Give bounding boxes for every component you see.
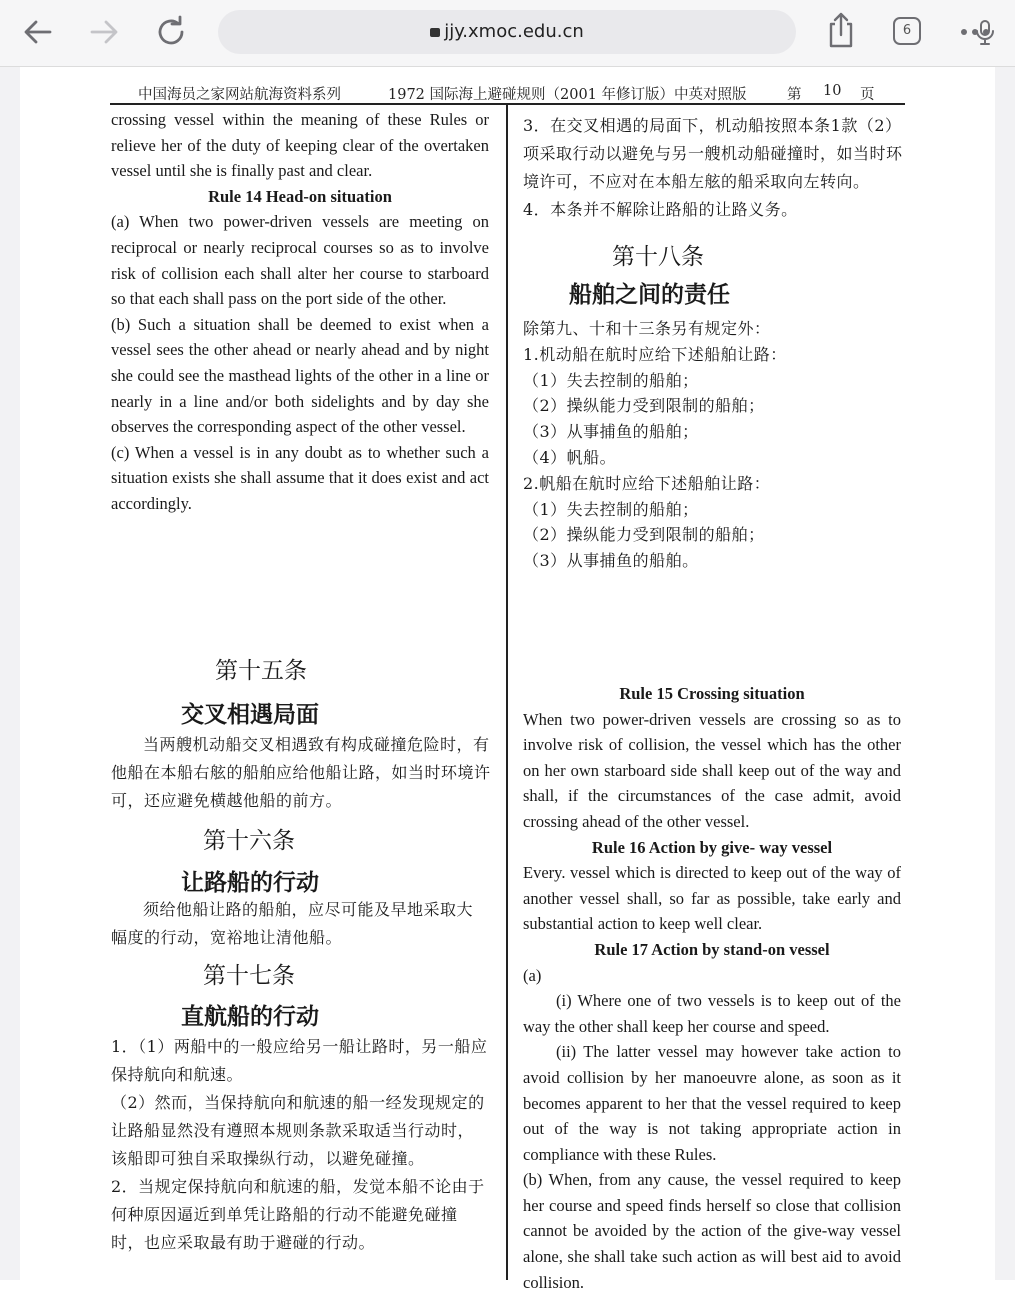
header-center: 1972 国际海上避碰规则（2001 年修订版）中英对照版 <box>388 87 747 103</box>
rule15-title: Rule 15 Crossing situation <box>619 684 805 703</box>
art18-2-item: （3）从事捕鱼的船舶。 <box>523 551 699 571</box>
rule16-title: Rule 16 Action by give- way vessel <box>591 837 833 857</box>
art18-1-item: （4）帆船。 <box>523 447 617 467</box>
art17-number: 第十七条 <box>203 963 295 989</box>
left-column <box>111 107 489 517</box>
rule14-title: Rule 14 Head-on situation <box>208 186 392 206</box>
back-arrow-icon <box>22 16 54 48</box>
art18-1-item: （2）操纵能力受到限制的船舶； <box>523 396 765 416</box>
back-button[interactable] <box>20 14 56 50</box>
art18-body <box>523 316 903 574</box>
more-menu-button[interactable] <box>957 14 993 50</box>
art15-number: 第十五条 <box>215 658 307 684</box>
art18-2-item: （2）操纵能力受到限制的船舶； <box>523 525 765 545</box>
column-divider <box>506 105 508 1280</box>
right-column-english <box>523 681 901 1292</box>
more-dots-icon <box>959 27 991 37</box>
rule17-a: (a) <box>523 965 542 985</box>
tab-count: 6 <box>902 23 912 38</box>
art18-para-1: 1.机动船在航时应给下述船舶让路： <box>523 344 787 364</box>
art16-number: 第十六条 <box>203 828 295 854</box>
art17-title: 直航船的行动 <box>181 1004 319 1030</box>
address-bar[interactable] <box>218 10 796 54</box>
header-left: 中国海员之家网站航海资料系列 <box>138 87 341 103</box>
art15-body: 当两艘机动船交叉相遇致有构成碰撞危险时，有他船在本船右舷的船舶应给他船让路，如当时环境许可，还应避免横越他船的前方。 <box>111 735 491 810</box>
share-icon <box>824 11 858 49</box>
art18-intro: 除第九、十和十三条另有规定外： <box>523 319 771 338</box>
art18-1-item: （1）失去控制的船舶； <box>523 370 699 390</box>
rule14-a: (a) When two power-driven vessels are meeting on reciprocal or nearly reciprocal courses so as to involve risk of collision each shall alter her course to starboard so that each shall pass on the port side of the other. <box>111 212 489 309</box>
share-button[interactable] <box>823 12 859 48</box>
art16-body: 须给他船让路的船舶，应尽可能及早地采取大幅度的行动，宽裕地让清他船。 <box>111 900 474 947</box>
art17-para-4: 4．本条并不解除让路船的让路义务。 <box>523 200 798 219</box>
page-margin-left <box>0 67 20 1280</box>
page-margin-right <box>995 67 1015 1280</box>
art18-para-2: 2.帆船在航时应给下述船舶让路： <box>523 473 771 493</box>
rule13-tail: crossing vessel within the meaning of these Rules or relieve her of the duty of keeping clear of the overtaken vessel until she is finally past and clear. <box>111 110 489 181</box>
tabs-button[interactable] <box>893 17 921 45</box>
page-header <box>110 83 905 103</box>
rule14-c: (c) When a vessel is in any doubt as to whether such a situation exists she shall assume that it does exist and act accordingly. <box>111 442 489 513</box>
art18-2-item: （1）失去控制的船舶； <box>523 499 699 519</box>
url-text: jjy.xmoc.edu.cn <box>444 21 584 42</box>
url-display <box>218 21 796 42</box>
art16-title: 让路船的行动 <box>181 870 319 896</box>
rule14-b: (b) Such a situation shall be deemed to exist when a vessel sees the other ahead or nearly ahead and by night she could see the masthead lights of the other in a line or nearly in a line and/or both sidelights and by day she observes the corresponding aspect of the other vessel. <box>111 314 489 437</box>
art15-title: 交叉相遇局面 <box>181 702 319 728</box>
rule17-a-ii: (ii) The latter vessel may however take action to avoid collision by her manoeuvre alone, as soon as it becomes apparent to her that the vessel required to keep out of the way is not taking appropriate action in compliance with these Rules. <box>523 1042 901 1164</box>
art17-continued <box>523 112 903 224</box>
rule17-title: Rule 17 Action by stand-on vessel <box>594 939 830 959</box>
rule16-body: Every. vessel which is directed to keep out of the way of another vessel shall, so far as possible, take early and substantial action to keep well clear. <box>523 863 901 934</box>
rule17-a-i: (i) Where one of two vessels is to keep out of the way the other shall keep her course and speed. <box>523 991 901 1036</box>
browser-toolbar <box>0 0 1015 67</box>
header-page-number: 10 <box>823 83 842 99</box>
reload-button[interactable] <box>154 14 190 50</box>
header-page-prefix: 第 <box>787 87 802 103</box>
rule15-body: When two power-driven vessels are crossing so as to involve risk of collision, the vessel which has the other on her own starboard side shall keep out of the way and shall, if the circumstances of the case admit, avoid crossing ahead of the other vessel. <box>523 709 901 831</box>
rule17-b: (b) When, from any cause, the vessel required to keep her course and speed finds herself so close that collision cannot be avoided by the action of the give-way vessel alone, she shall take such action as will best aid to avoid collision. <box>523 1170 901 1292</box>
art17-section <box>111 1033 489 1257</box>
header-page-suffix: 页 <box>860 87 875 103</box>
reload-icon <box>155 15 189 49</box>
art18-1-item: （3）从事捕鱼的船舶； <box>523 422 699 442</box>
lock-icon <box>430 28 440 37</box>
art18-number: 第十八条 <box>612 244 704 270</box>
art17-para-3: 3．在交叉相遇的局面下，机动船按照本条1款（2）项采取行动以避免与另一艘机动船碰撞时，如当时环境许可，不应对在本船左舷的船采取向左转向。 <box>523 116 903 191</box>
art17-para-2: 2．当规定保持航向和航速的船，发觉本船不论由于何种原因逼近到单凭让路船的行动不能避免碰撞时，也应采取最有助于避碰的行动。 <box>111 1177 485 1252</box>
forward-arrow-icon <box>88 16 120 48</box>
art17-para-1b: （2）然而，当保持航向和航速的船一经发现规定的让路船显然没有遵照本规则条款采取适当行动时，该船即可独自采取操纵行动，以避免碰撞。 <box>111 1093 485 1168</box>
art18-title: 船舶之间的责任 <box>569 282 730 308</box>
art17-para-1a: 1．（1）两船中的一般应给另一船让路时，另一船应保持航向和航速。 <box>111 1037 488 1084</box>
forward-button[interactable] <box>86 14 122 50</box>
